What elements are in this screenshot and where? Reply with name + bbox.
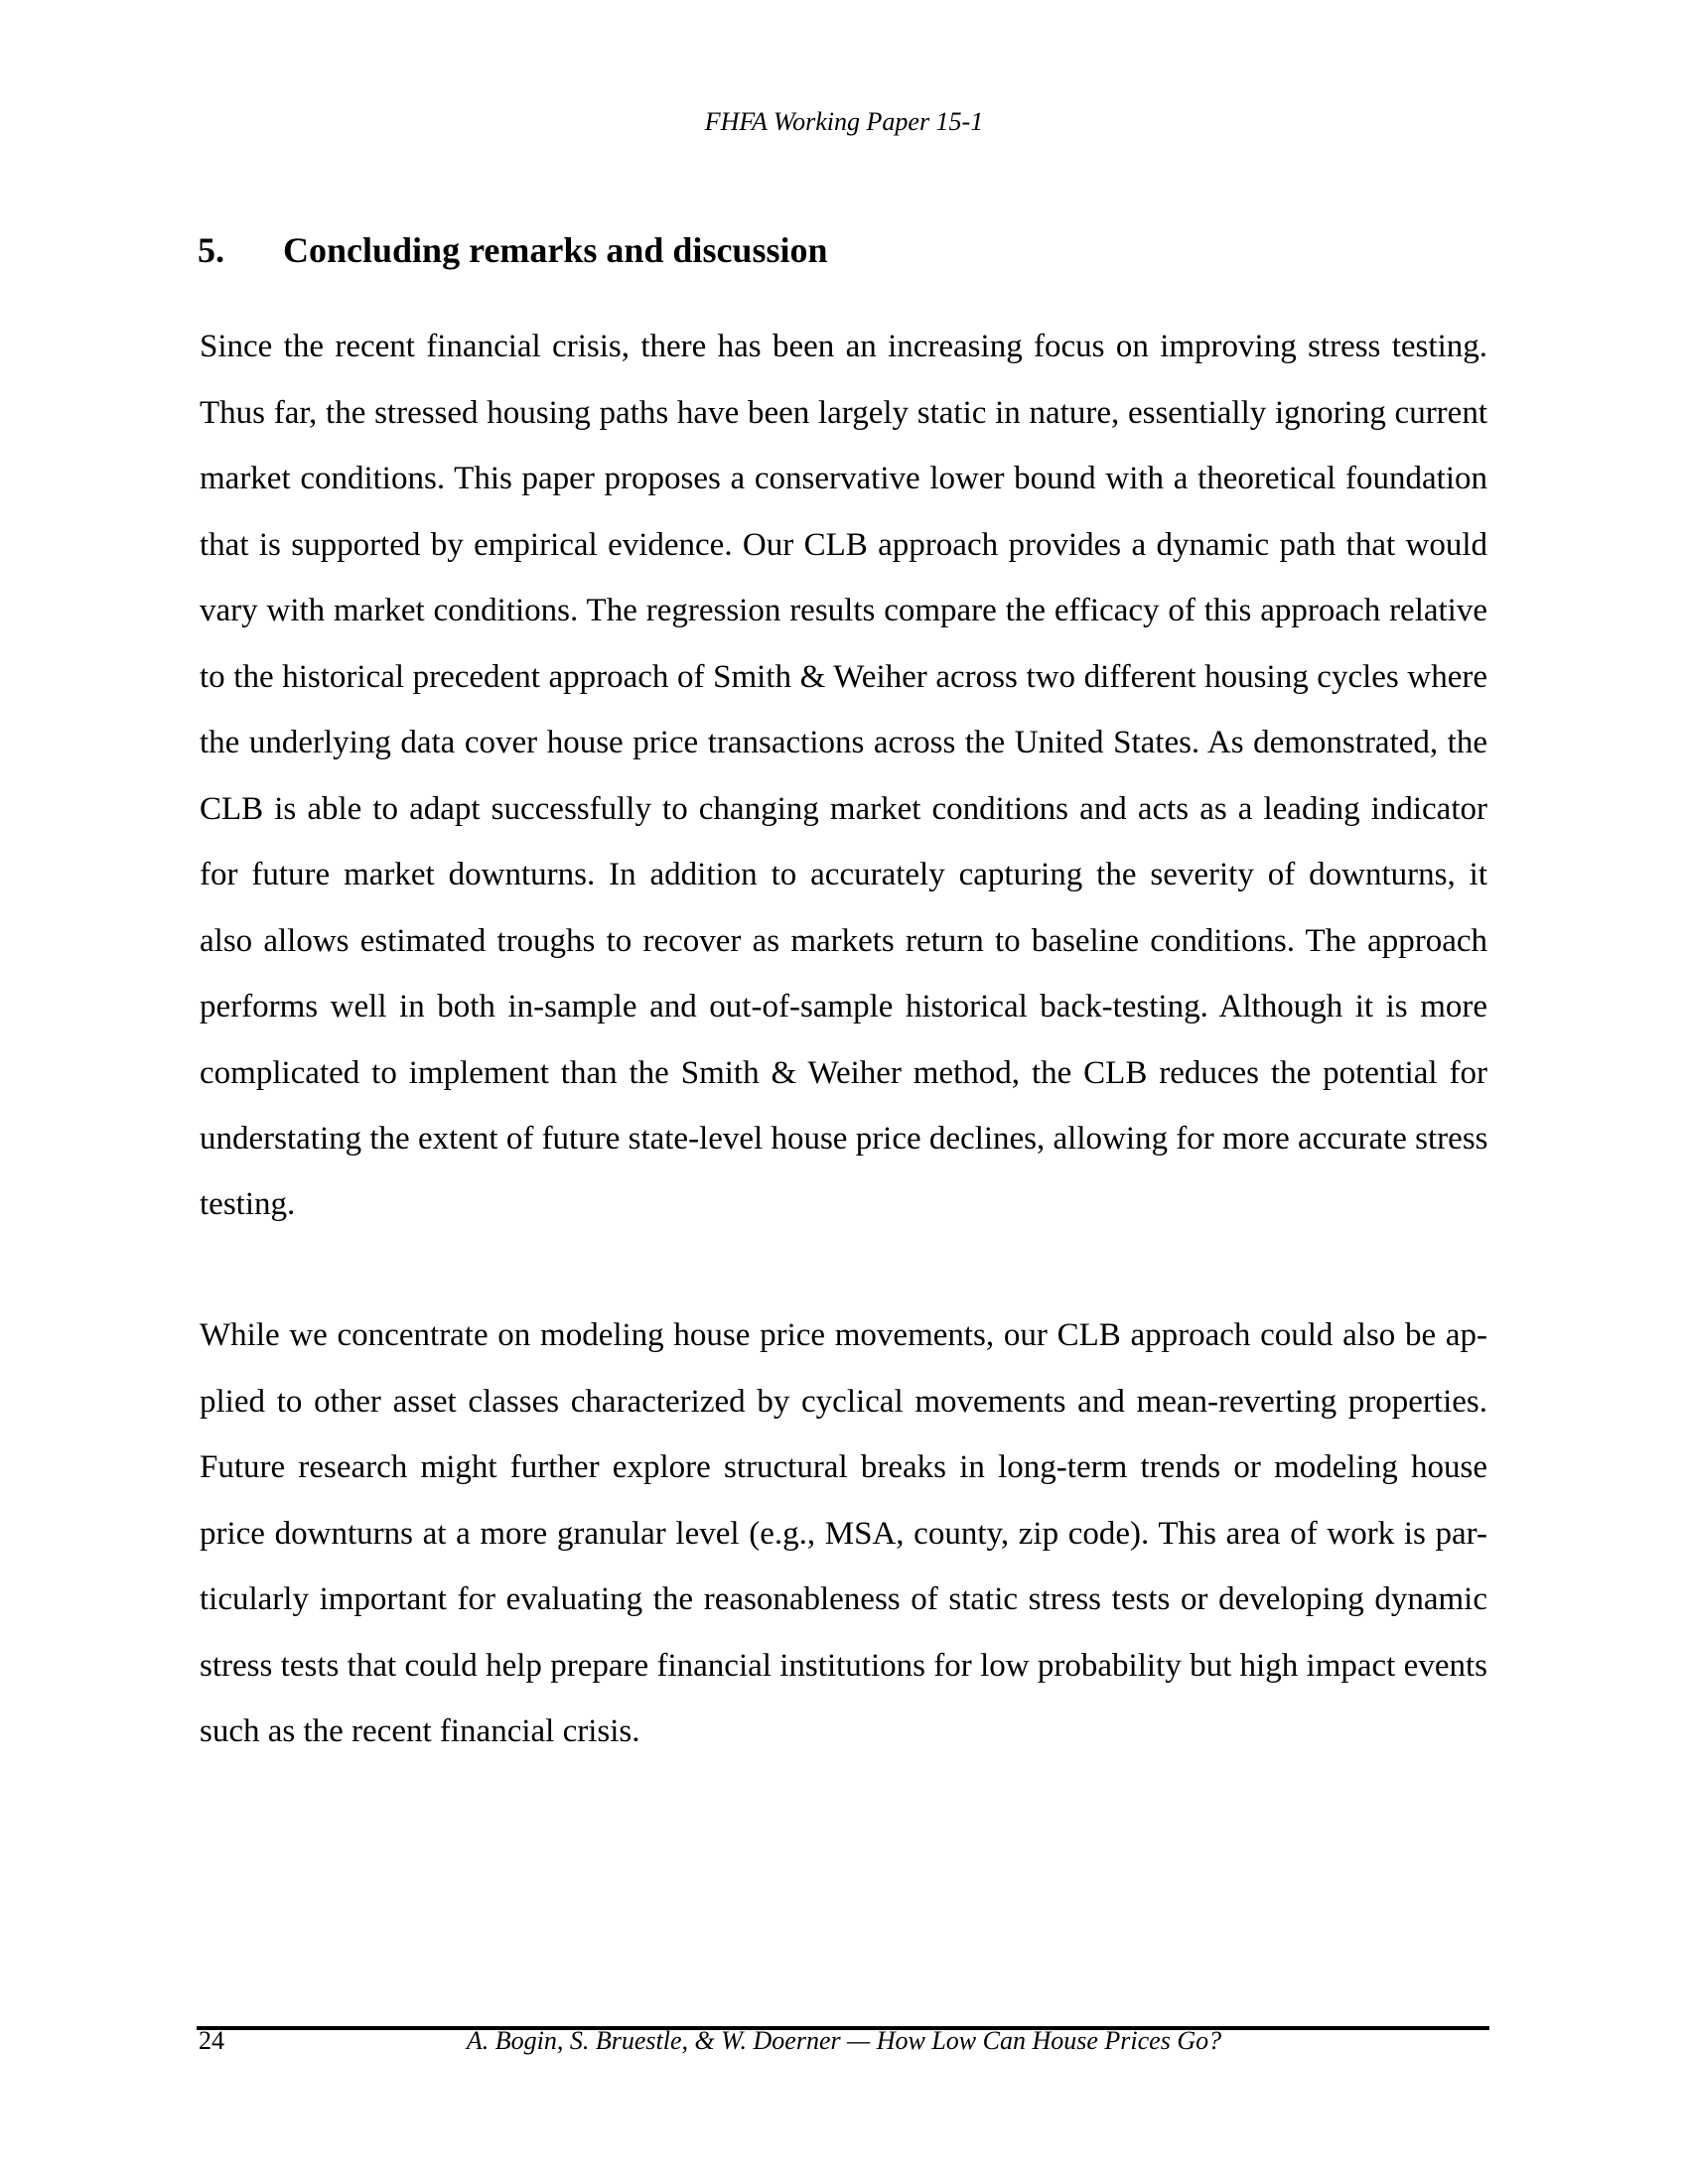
paragraph-line: CLB is able to adapt successfully to changing market conditions and acts as a leading indicator bbox=[200, 791, 1487, 827]
paragraph-line: also allows estimated troughs to recover as markets return to baseline conditions. The approach bbox=[200, 923, 1487, 959]
paragraph-line: Thus far, the stressed housing paths have been largely static in nature, essentially ignoring current bbox=[200, 395, 1487, 431]
section-title: Concluding remarks and discussion bbox=[283, 230, 828, 270]
page-number: 24 bbox=[199, 2026, 224, 2055]
paragraph-line: While we concentrate on modeling house price movements, our CLB approach could also be ap- bbox=[200, 1317, 1487, 1353]
paragraph-line: performs well in both in-sample and out-of-sample historical back-testing. Although it is more bbox=[200, 989, 1487, 1024]
paragraph-line: price downturns at a more granular level (e.g., MSA, county, zip code). This area of work is par- bbox=[200, 1516, 1487, 1552]
paragraph-line: complicated to implement than the Smith & Weiher method, the CLB reduces the potential for bbox=[200, 1055, 1487, 1091]
paragraph-line: such as the recent financial crisis. bbox=[200, 1713, 640, 1749]
section-heading bbox=[198, 229, 828, 271]
paragraph-line: that is supported by empirical evidence. Our CLB approach provides a dynamic path that would bbox=[200, 527, 1487, 563]
footer-title: A. Bogin, S. Bruestle, & W. Doerner — How Low Can House Prices Go? bbox=[466, 2026, 1222, 2055]
paragraph-line: testing. bbox=[200, 1186, 296, 1222]
running-header: FHFA Working Paper 15-1 bbox=[704, 107, 984, 136]
paragraph-line: ticularly important for evaluating the reasonableness of static stress tests or developing dynamic bbox=[200, 1581, 1487, 1617]
paragraph-line: stress tests that could help prepare financial institutions for low probability but high impact events bbox=[200, 1648, 1487, 1684]
paragraph-line: vary with market conditions. The regression results compare the efficacy of this approach relative bbox=[200, 593, 1487, 628]
paragraph-line: market conditions. This paper proposes a conservative lower bound with a theoretical foundation bbox=[200, 461, 1487, 496]
paragraph-line: for future market downturns. In addition to accurately capturing the severity of downturns, it bbox=[200, 857, 1487, 892]
paragraph-line: the underlying data cover house price transactions across the United States. As demonstrated, the bbox=[200, 725, 1487, 760]
paragraph-line: to the historical precedent approach of Smith & Weiher across two different housing cycles where bbox=[200, 659, 1487, 695]
section-number: 5. bbox=[198, 230, 224, 270]
paragraph-line: Future research might further explore structural breaks in long-term trends or modeling house bbox=[200, 1449, 1487, 1485]
paragraph-line: plied to other asset classes characterized by cyclical movements and mean-reverting properties. bbox=[200, 1384, 1487, 1420]
paragraph-line: Since the recent financial crisis, there has been an increasing focus on improving stress testing. bbox=[200, 329, 1487, 364]
paragraph-line: understating the extent of future state-level house price declines, allowing for more accurate stress bbox=[200, 1121, 1488, 1157]
